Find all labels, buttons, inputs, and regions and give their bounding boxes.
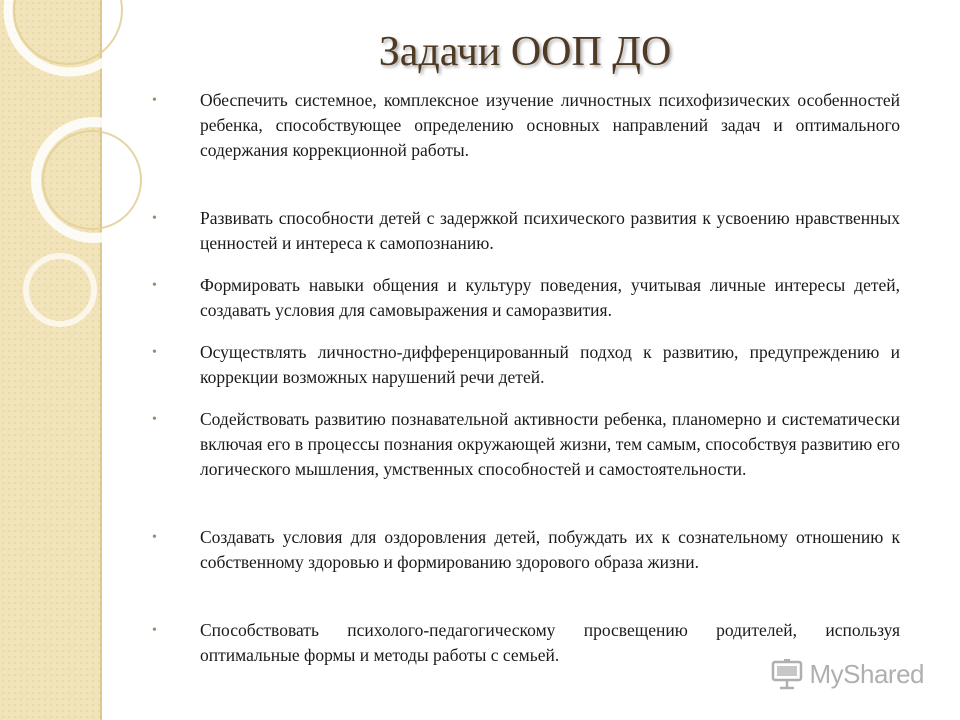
slide-title: Задачи ООП ДО xyxy=(378,29,672,75)
list-item-text: Способствовать психолого-педагогическому просвещению родителей, используя оптимальные формы и методы работы с семьей. xyxy=(200,620,900,665)
bullet-icon: • xyxy=(152,530,157,545)
bullet-icon: • xyxy=(152,211,157,226)
bullet-icon: • xyxy=(152,623,157,638)
list-item-text: Содействовать развитию познавательной активности ребенка, планомерно и систематически включая его в процессы познания окружающей жизни, тем самым, способствуя развитию его логического мышления, умственных способностей и самостоятельности. xyxy=(200,409,900,479)
bullet-icon: • xyxy=(152,345,157,360)
presentation-board-icon xyxy=(770,658,804,690)
bullet-icon: • xyxy=(152,412,157,427)
list-item-text: Осуществлять личностно-дифференцированный подход к развитию, предупреждению и коррекции возможных нарушений речи детей. xyxy=(200,342,900,387)
list-item-text: Формировать навыки общения и культуру поведения, учитывая личные интересы детей, создавать условия для самовыражения и саморазвития. xyxy=(200,275,900,320)
list-item-text: Обеспечить системное, комплексное изучение личностных психофизических особенностей ребенка, способствующее определению основных направлений задач и оптимального содержания коррекционной работы. xyxy=(200,90,900,160)
watermark-text: MyShared xyxy=(809,658,924,689)
list-item-text: Создавать условия для оздоровления детей, побуждать их к сознательному отношению к собственному здоровью и формированию здорового образа жизни. xyxy=(200,527,900,572)
bullet-icon: • xyxy=(152,93,157,108)
myshared-watermark xyxy=(770,654,925,694)
bullet-icon: • xyxy=(152,278,157,293)
list-item-text: Развивать способности детей с задержкой психического развития к усвоению нравственных ценностей и интереса к самопознанию. xyxy=(200,208,900,253)
